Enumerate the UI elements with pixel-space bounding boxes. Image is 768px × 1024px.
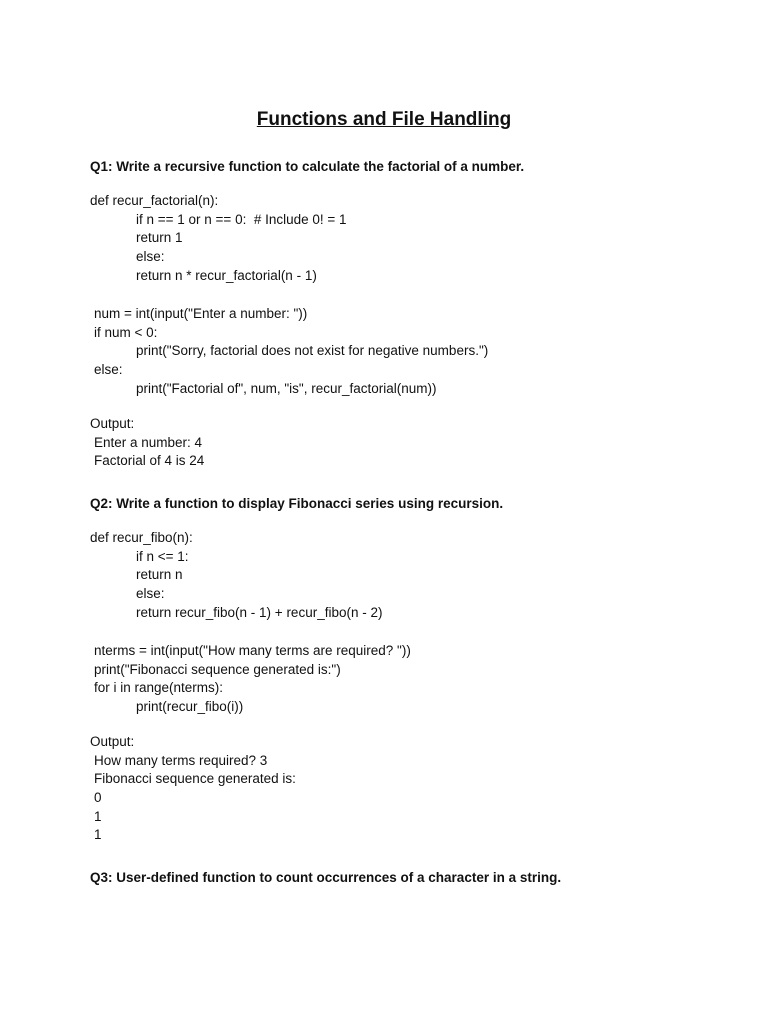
output-label: Output: (90, 416, 135, 431)
code-line: else: (94, 362, 123, 378)
code-line: print("Fibonacci sequence generated is:") (94, 661, 341, 677)
output-line: Fibonacci sequence generated is: (94, 771, 296, 787)
code-line: nterms = int(input("How many terms are required? ")) (94, 643, 411, 658)
output-label: Output: (90, 734, 135, 749)
code-line: def recur_factorial(n): (90, 193, 219, 208)
question-3-heading: Q3: User-defined function to count occurrences of a character in a string. (90, 870, 562, 885)
code-line: for i in range(nterms): (94, 680, 224, 696)
code-line: num = int(input("Enter a number: ")) (94, 306, 308, 321)
question-1-heading: Q1: Write a recursive function to calculate the factorial of a number. (90, 159, 525, 174)
output-line: 1 (94, 827, 102, 843)
code-line: return n * recur_factorial(n - 1) (136, 267, 317, 283)
code-line: if num < 0: (94, 324, 158, 340)
code-line: return recur_fibo(n - 1) + recur_fibo(n - 2) (136, 604, 383, 620)
q2-main-code (90, 642, 411, 717)
q2-output (90, 733, 296, 845)
code-line: if n == 1 or n == 0: # Include 0! = 1 (136, 211, 347, 227)
code-line: return 1 (136, 230, 183, 246)
q2-function-code (90, 529, 382, 622)
code-line: print(recur_fibo(i)) (136, 699, 244, 715)
code-line: return n (136, 567, 183, 583)
code-line: print("Sorry, factorial does not exist for negative numbers.") (136, 343, 489, 359)
output-line: 0 (94, 790, 102, 806)
code-line: def recur_fibo(n): (90, 530, 193, 545)
q1-function-code (90, 192, 347, 285)
code-line: print("Factorial of", num, "is", recur_factorial(num)) (136, 380, 437, 396)
q1-output (90, 415, 204, 471)
output-line: Enter a number: 4 (94, 434, 203, 450)
output-line: Factorial of 4 is 24 (94, 453, 205, 469)
output-line: 1 (94, 808, 102, 824)
output-line: How many terms required? 3 (94, 752, 268, 768)
page-title: Functions and File Handling (256, 109, 512, 130)
code-line: else: (136, 249, 165, 265)
q1-main-code (90, 305, 488, 398)
code-line: if n <= 1: (136, 548, 189, 564)
question-2-heading: Q2: Write a function to display Fibonacci series using recursion. (90, 496, 504, 511)
code-line: else: (136, 586, 165, 602)
